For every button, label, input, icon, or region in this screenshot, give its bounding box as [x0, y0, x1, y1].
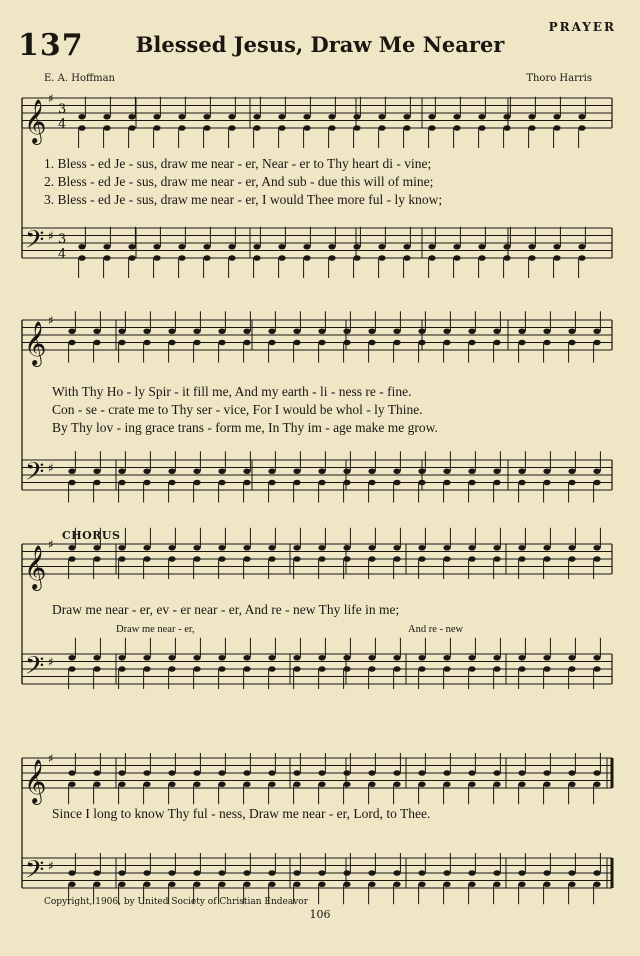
svg-text:𝄞: 𝄞	[24, 759, 47, 803]
staff-lines	[22, 98, 612, 888]
svg-text:𝄢: 𝄢	[25, 651, 45, 687]
svg-text:𝄞: 𝄞	[24, 321, 47, 365]
svg-text:♯: ♯	[48, 751, 54, 766]
svg-text:𝄢: 𝄢	[25, 457, 45, 493]
hymn-number: 137	[18, 28, 84, 63]
verse-line-2b: Con - se - crate me to Thy ser - vice, For I would be whol - ly Thine.	[52, 402, 423, 417]
svg-text:♯: ♯	[48, 313, 54, 328]
note-heads	[68, 97, 600, 905]
svg-text:♯: ♯	[48, 655, 54, 669]
svg-text:♯: ♯	[48, 461, 54, 475]
svg-text:♯: ♯	[48, 91, 54, 106]
hymn-composer: Thoro Harris	[526, 73, 592, 84]
svg-text:3: 3	[58, 232, 67, 247]
verse-line-3b: By Thy lov - ing grace trans - form me, In Thy im - age make me grow.	[52, 420, 438, 435]
svg-text:4: 4	[58, 247, 67, 262]
svg-text:4: 4	[58, 117, 67, 132]
chorus-lyric-2: Since I long to know Thy ful - ness, Draw me near - er, Lord, to Thee.	[52, 806, 431, 821]
hymn-category: PRAYER	[548, 20, 616, 34]
hymn-title: Blessed Jesus, Draw Me Nearer	[135, 32, 505, 57]
svg-text:♯: ♯	[48, 859, 54, 873]
svg-text:♯: ♯	[48, 537, 54, 552]
hymn-author: E. A. Hoffman	[44, 73, 115, 84]
chorus-bass-lyric-left: Draw me near - er,	[116, 624, 195, 635]
svg-text:𝄢: 𝄢	[25, 855, 45, 891]
clefs	[24, 92, 66, 891]
verse-line-2a: 2. Bless - ed Je - sus, draw me near - er, And sub - due this will of mine;	[44, 174, 434, 189]
copyright: Copyright, 1906, by United Society of Christian Endeavor	[44, 897, 309, 907]
verse-line-3a: 3. Bless - ed Je - sus, draw me near - er, I would Thee more ful - ly know;	[44, 192, 443, 207]
svg-text:3: 3	[58, 102, 67, 117]
chorus-lyric-1: Draw me near - er, ev - er near - er, And re - new Thy life in me;	[52, 602, 400, 617]
svg-text:𝄢: 𝄢	[25, 225, 45, 261]
svg-text:♯: ♯	[48, 229, 54, 243]
svg-text:𝄞: 𝄞	[24, 99, 47, 143]
chorus-bass-lyric-right: And re - new	[408, 624, 464, 635]
page-number: 106	[309, 908, 331, 921]
svg-text:𝄞: 𝄞	[24, 545, 47, 589]
verse-line-1b: With Thy Ho - ly Spir - it fill me, And my earth - li - ness re - fine.	[52, 384, 412, 399]
verse-line-1a: 1. Bless - ed Je - sus, draw me near - er, Near - er to Thy heart di - vine;	[44, 156, 432, 171]
chorus-label: CHORUS	[62, 529, 121, 542]
